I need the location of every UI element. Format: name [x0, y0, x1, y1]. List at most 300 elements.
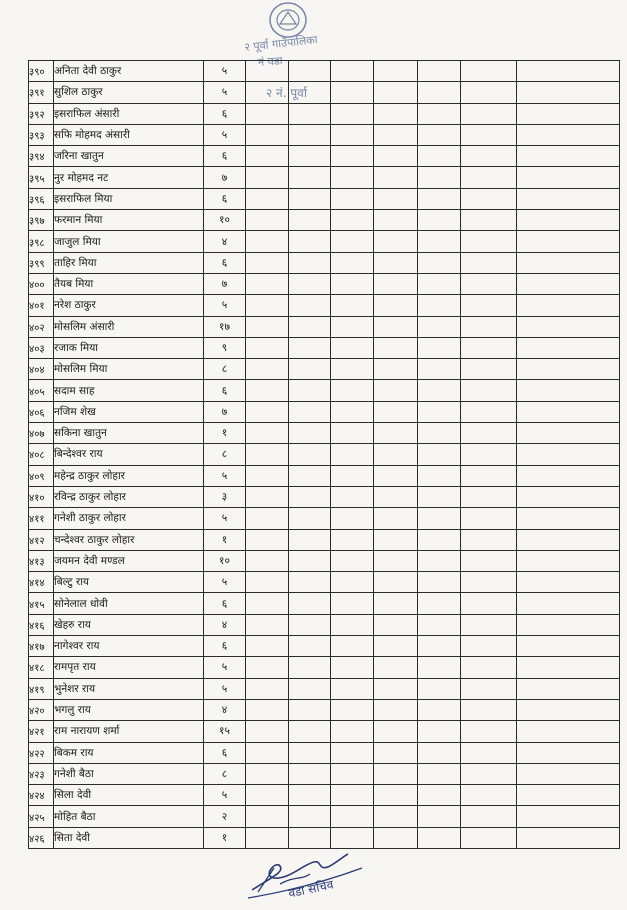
empty-cell — [517, 785, 620, 806]
empty-cell — [517, 231, 620, 252]
empty-cell — [517, 252, 620, 273]
empty-cell — [418, 401, 461, 422]
empty-cell — [418, 61, 461, 82]
empty-cell — [246, 763, 289, 784]
table-row — [29, 82, 620, 103]
empty-cell — [418, 721, 461, 742]
table-row — [29, 146, 620, 167]
empty-cell — [289, 423, 331, 444]
table-row — [29, 423, 620, 444]
member-count-cell: ४ — [204, 699, 246, 720]
empty-cell — [418, 359, 461, 380]
name-cell: सुशिल ठाकुर — [54, 82, 204, 103]
empty-cell — [289, 61, 331, 82]
empty-cell — [374, 359, 418, 380]
name-cell: भगलु राय — [54, 699, 204, 720]
empty-cell — [461, 82, 517, 103]
empty-cell — [331, 572, 374, 593]
empty-cell — [374, 636, 418, 657]
empty-cell — [374, 529, 418, 550]
empty-cell — [289, 146, 331, 167]
name-cell: इसराफिल अंसारी — [54, 103, 204, 124]
empty-cell — [517, 295, 620, 316]
empty-cell — [461, 486, 517, 507]
empty-cell — [331, 401, 374, 422]
empty-cell — [331, 699, 374, 720]
empty-cell — [461, 401, 517, 422]
empty-cell — [517, 678, 620, 699]
empty-cell — [461, 273, 517, 294]
name-cell: भुनेशर राय — [54, 678, 204, 699]
empty-cell — [246, 295, 289, 316]
empty-cell — [289, 614, 331, 635]
empty-cell — [418, 423, 461, 444]
member-count-cell: ७ — [204, 167, 246, 188]
empty-cell — [461, 167, 517, 188]
empty-cell — [331, 486, 374, 507]
empty-cell — [461, 763, 517, 784]
empty-cell — [461, 380, 517, 401]
empty-cell — [246, 444, 289, 465]
table-row — [29, 742, 620, 763]
serial-number-cell: ४२४ — [29, 785, 54, 806]
table-row — [29, 444, 620, 465]
empty-cell — [246, 146, 289, 167]
empty-cell — [418, 103, 461, 124]
member-count-cell: ५ — [204, 508, 246, 529]
empty-cell — [517, 146, 620, 167]
empty-cell — [374, 295, 418, 316]
empty-cell — [374, 657, 418, 678]
member-count-cell: ६ — [204, 636, 246, 657]
name-cell: रविन्द्र ठाकुर लोहार — [54, 486, 204, 507]
empty-cell — [246, 273, 289, 294]
name-cell: महेन्द्र ठाकुर लोहार — [54, 465, 204, 486]
empty-cell — [289, 273, 331, 294]
empty-cell — [418, 465, 461, 486]
serial-number-cell: ४११ — [29, 508, 54, 529]
empty-cell — [331, 614, 374, 635]
serial-number-cell: ४२० — [29, 699, 54, 720]
name-cell: सोनेलाल धोवी — [54, 593, 204, 614]
empty-cell — [374, 806, 418, 827]
empty-cell — [374, 593, 418, 614]
empty-cell — [461, 444, 517, 465]
member-count-cell: ६ — [204, 103, 246, 124]
empty-cell — [517, 380, 620, 401]
empty-cell — [418, 82, 461, 103]
empty-cell — [517, 699, 620, 720]
empty-cell — [331, 188, 374, 209]
empty-cell — [517, 124, 620, 145]
serial-number-cell: ४१४ — [29, 572, 54, 593]
name-cell: गनेशी बैठा — [54, 763, 204, 784]
table-row — [29, 273, 620, 294]
empty-cell — [461, 146, 517, 167]
empty-cell — [246, 529, 289, 550]
empty-cell — [246, 82, 289, 103]
stamp-line-3: २ नं. पूर्वा — [266, 86, 307, 100]
empty-cell — [289, 167, 331, 188]
empty-cell — [517, 103, 620, 124]
empty-cell — [418, 572, 461, 593]
serial-number-cell: ३९० — [29, 61, 54, 82]
name-cell: नरेश ठाकुर — [54, 295, 204, 316]
empty-cell — [374, 316, 418, 337]
empty-cell — [517, 401, 620, 422]
member-count-cell: ६ — [204, 742, 246, 763]
empty-cell — [289, 699, 331, 720]
empty-cell — [289, 806, 331, 827]
empty-cell — [331, 785, 374, 806]
empty-cell — [374, 231, 418, 252]
empty-cell — [517, 529, 620, 550]
empty-cell — [374, 273, 418, 294]
member-count-cell: ८ — [204, 444, 246, 465]
empty-cell — [517, 721, 620, 742]
empty-cell — [246, 572, 289, 593]
empty-cell — [418, 210, 461, 231]
member-count-cell: ६ — [204, 380, 246, 401]
empty-cell — [289, 252, 331, 273]
empty-cell — [517, 188, 620, 209]
empty-cell — [331, 210, 374, 231]
name-cell: नजिम शेख — [54, 401, 204, 422]
empty-cell — [517, 444, 620, 465]
name-cell: सिता देवी — [54, 827, 204, 848]
empty-cell — [517, 423, 620, 444]
empty-cell — [461, 678, 517, 699]
empty-cell — [418, 316, 461, 337]
empty-cell — [461, 636, 517, 657]
member-count-cell: २ — [204, 806, 246, 827]
empty-cell — [331, 103, 374, 124]
empty-cell — [374, 337, 418, 358]
serial-number-cell: ४०८ — [29, 444, 54, 465]
empty-cell — [374, 423, 418, 444]
register-table — [28, 60, 620, 849]
empty-cell — [517, 486, 620, 507]
empty-cell — [461, 231, 517, 252]
empty-cell — [461, 103, 517, 124]
member-count-cell: १० — [204, 210, 246, 231]
empty-cell — [246, 423, 289, 444]
table-row — [29, 785, 620, 806]
empty-cell — [461, 508, 517, 529]
serial-number-cell: ३९५ — [29, 167, 54, 188]
member-count-cell: १७ — [204, 316, 246, 337]
table-row — [29, 465, 620, 486]
empty-cell — [331, 146, 374, 167]
empty-cell — [331, 252, 374, 273]
name-cell: सदाम साह — [54, 380, 204, 401]
empty-cell — [461, 359, 517, 380]
empty-cell — [461, 337, 517, 358]
empty-cell — [289, 231, 331, 252]
empty-cell — [289, 529, 331, 550]
name-cell: सफि मोहमद अंसारी — [54, 124, 204, 145]
signature-block — [244, 846, 374, 906]
empty-cell — [517, 359, 620, 380]
member-count-cell: १ — [204, 423, 246, 444]
empty-cell — [418, 486, 461, 507]
member-count-cell: १ — [204, 827, 246, 848]
empty-cell — [374, 614, 418, 635]
empty-cell — [461, 316, 517, 337]
empty-cell — [331, 231, 374, 252]
empty-cell — [246, 614, 289, 635]
serial-number-cell: ४१० — [29, 486, 54, 507]
name-cell: मोसलिम मिया — [54, 359, 204, 380]
empty-cell — [331, 316, 374, 337]
empty-cell — [331, 763, 374, 784]
empty-cell — [246, 742, 289, 763]
empty-cell — [374, 572, 418, 593]
empty-cell — [331, 508, 374, 529]
serial-number-cell: ४१८ — [29, 657, 54, 678]
name-cell: मोसलिम अंसारी — [54, 316, 204, 337]
empty-cell — [246, 657, 289, 678]
empty-cell — [418, 146, 461, 167]
name-cell: नागेश्वर राय — [54, 636, 204, 657]
stamp-line-1: २ पूर्वा गाउँपालिका — [243, 33, 319, 54]
empty-cell — [517, 636, 620, 657]
member-count-cell: ६ — [204, 146, 246, 167]
serial-number-cell: ४१९ — [29, 678, 54, 699]
empty-cell — [289, 763, 331, 784]
empty-cell — [331, 337, 374, 358]
empty-cell — [331, 721, 374, 742]
empty-cell — [517, 508, 620, 529]
member-count-cell: ७ — [204, 273, 246, 294]
empty-cell — [289, 465, 331, 486]
table-row — [29, 763, 620, 784]
member-count-cell: ५ — [204, 124, 246, 145]
empty-cell — [246, 593, 289, 614]
serial-number-cell: ४०३ — [29, 337, 54, 358]
serial-number-cell: ४०९ — [29, 465, 54, 486]
table-row — [29, 359, 620, 380]
empty-cell — [374, 465, 418, 486]
serial-number-cell: ४१६ — [29, 614, 54, 635]
empty-cell — [418, 763, 461, 784]
empty-cell — [289, 103, 331, 124]
empty-cell — [289, 337, 331, 358]
empty-cell — [374, 486, 418, 507]
empty-cell — [517, 742, 620, 763]
empty-cell — [289, 359, 331, 380]
table-row — [29, 678, 620, 699]
member-count-cell: ४ — [204, 231, 246, 252]
serial-number-cell: ३९७ — [29, 210, 54, 231]
empty-cell — [289, 188, 331, 209]
empty-cell — [331, 636, 374, 657]
empty-cell — [331, 124, 374, 145]
empty-cell — [461, 657, 517, 678]
name-cell: बिल्टु राय — [54, 572, 204, 593]
empty-cell — [246, 316, 289, 337]
empty-cell — [418, 636, 461, 657]
empty-cell — [461, 785, 517, 806]
empty-cell — [289, 572, 331, 593]
table-row — [29, 167, 620, 188]
table-row — [29, 252, 620, 273]
empty-cell — [246, 806, 289, 827]
empty-cell — [374, 550, 418, 571]
empty-cell — [374, 103, 418, 124]
empty-cell — [289, 486, 331, 507]
empty-cell — [374, 785, 418, 806]
empty-cell — [461, 572, 517, 593]
empty-cell — [517, 550, 620, 571]
name-cell: फरमान मिया — [54, 210, 204, 231]
empty-cell — [246, 636, 289, 657]
table-row — [29, 550, 620, 571]
table-row — [29, 657, 620, 678]
empty-cell — [289, 657, 331, 678]
empty-cell — [461, 188, 517, 209]
empty-cell — [374, 763, 418, 784]
empty-cell — [331, 167, 374, 188]
empty-cell — [418, 295, 461, 316]
member-count-cell: ९ — [204, 337, 246, 358]
empty-cell — [331, 529, 374, 550]
empty-cell — [246, 103, 289, 124]
empty-cell — [331, 550, 374, 571]
empty-cell — [418, 167, 461, 188]
empty-cell — [461, 210, 517, 231]
empty-cell — [331, 295, 374, 316]
empty-cell — [374, 380, 418, 401]
member-count-cell: ५ — [204, 572, 246, 593]
empty-cell — [246, 188, 289, 209]
empty-cell — [418, 742, 461, 763]
member-count-cell: ४ — [204, 614, 246, 635]
empty-cell — [374, 508, 418, 529]
serial-number-cell: ४०४ — [29, 359, 54, 380]
name-cell: बिन्देश्वर राय — [54, 444, 204, 465]
empty-cell — [374, 721, 418, 742]
empty-cell — [289, 721, 331, 742]
empty-cell — [246, 699, 289, 720]
table-row — [29, 721, 620, 742]
serial-number-cell: ४०६ — [29, 401, 54, 422]
empty-cell — [289, 82, 331, 103]
empty-cell — [517, 572, 620, 593]
empty-cell — [246, 550, 289, 571]
empty-cell — [461, 827, 517, 848]
empty-cell — [246, 401, 289, 422]
serial-number-cell: ३९३ — [29, 124, 54, 145]
empty-cell — [374, 167, 418, 188]
empty-cell — [331, 359, 374, 380]
empty-cell — [418, 124, 461, 145]
empty-cell — [331, 82, 374, 103]
empty-cell — [461, 252, 517, 273]
empty-cell — [331, 806, 374, 827]
empty-cell — [331, 742, 374, 763]
empty-cell — [461, 423, 517, 444]
empty-cell — [246, 785, 289, 806]
empty-cell — [331, 465, 374, 486]
member-count-cell: १ — [204, 529, 246, 550]
empty-cell — [374, 188, 418, 209]
empty-cell — [418, 337, 461, 358]
serial-number-cell: ४१५ — [29, 593, 54, 614]
empty-cell — [289, 124, 331, 145]
empty-cell — [289, 380, 331, 401]
empty-cell — [374, 210, 418, 231]
empty-cell — [418, 380, 461, 401]
name-cell: जरिना खातुन — [54, 146, 204, 167]
empty-cell — [374, 444, 418, 465]
empty-cell — [289, 316, 331, 337]
serial-number-cell: ४०७ — [29, 423, 54, 444]
empty-cell — [374, 82, 418, 103]
member-count-cell: ५ — [204, 61, 246, 82]
empty-cell — [461, 550, 517, 571]
empty-cell — [289, 636, 331, 657]
empty-cell — [374, 699, 418, 720]
empty-cell — [246, 486, 289, 507]
empty-cell — [517, 657, 620, 678]
empty-cell — [374, 678, 418, 699]
empty-cell — [374, 124, 418, 145]
table-row — [29, 572, 620, 593]
empty-cell — [374, 146, 418, 167]
empty-cell — [289, 785, 331, 806]
empty-cell — [289, 508, 331, 529]
empty-cell — [517, 763, 620, 784]
member-count-cell: ५ — [204, 785, 246, 806]
table-row — [29, 295, 620, 316]
empty-cell — [331, 61, 374, 82]
table-row — [29, 486, 620, 507]
empty-cell — [418, 508, 461, 529]
empty-cell — [517, 827, 620, 848]
empty-cell — [289, 401, 331, 422]
member-count-cell: ६ — [204, 593, 246, 614]
serial-number-cell: ३९२ — [29, 103, 54, 124]
signature-label: वडा सचिव — [287, 877, 335, 901]
empty-cell — [418, 785, 461, 806]
table-row — [29, 529, 620, 550]
empty-cell — [374, 827, 418, 848]
empty-cell — [461, 465, 517, 486]
empty-cell — [517, 82, 620, 103]
empty-cell — [461, 529, 517, 550]
serial-number-cell: ४०१ — [29, 295, 54, 316]
empty-cell — [461, 742, 517, 763]
empty-cell — [461, 721, 517, 742]
table-row — [29, 231, 620, 252]
table-row — [29, 316, 620, 337]
empty-cell — [517, 465, 620, 486]
empty-cell — [289, 444, 331, 465]
name-cell: नुर मोहमद नट — [54, 167, 204, 188]
empty-cell — [331, 423, 374, 444]
empty-cell — [418, 188, 461, 209]
name-cell: जाजुल मिया — [54, 231, 204, 252]
name-cell: बिकम राय — [54, 742, 204, 763]
serial-number-cell: ४०२ — [29, 316, 54, 337]
empty-cell — [289, 593, 331, 614]
serial-number-cell: ३९८ — [29, 231, 54, 252]
member-count-cell: ५ — [204, 82, 246, 103]
empty-cell — [374, 252, 418, 273]
name-cell: रजाक मिया — [54, 337, 204, 358]
serial-number-cell: ४१७ — [29, 636, 54, 657]
